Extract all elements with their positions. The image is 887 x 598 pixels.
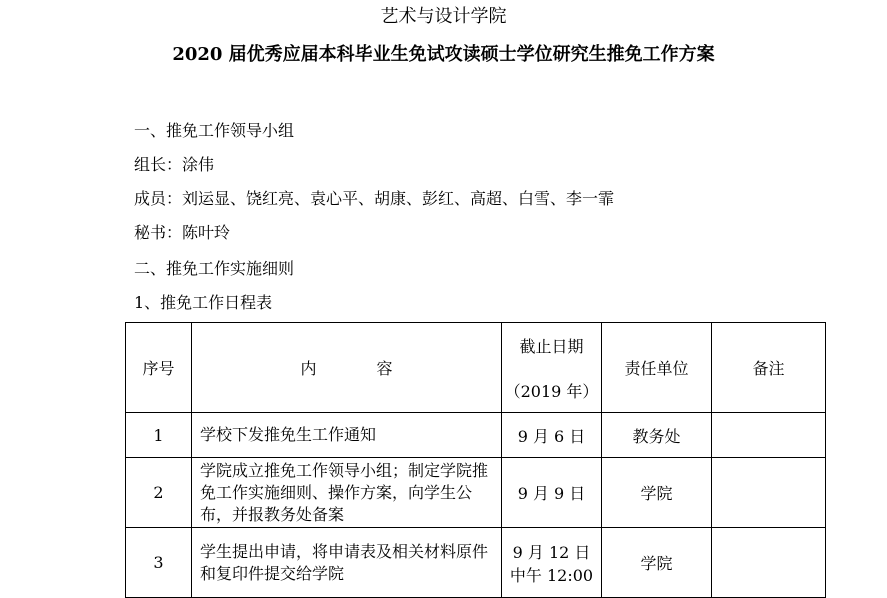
header-content-part-a: 内 — [300, 359, 317, 378]
row-date-time: 中午 12:00 — [509, 565, 594, 585]
row-unit: 学院 — [602, 528, 712, 598]
table-header-row — [126, 323, 826, 413]
table-row — [126, 458, 826, 528]
schedule-table — [125, 322, 826, 598]
row-unit: 学院 — [602, 458, 712, 528]
school-name: 艺术与设计学院 — [380, 6, 507, 27]
row-content: 学院成立推免工作领导小组；制定学院推免工作实施细则、操作方案，向学生公布，并报教务处备案 — [192, 458, 502, 528]
header-deadline — [502, 323, 602, 413]
secretary-line: 秘书：陈叶玲 — [134, 223, 231, 242]
row-date-day: 9 月 12 日 — [512, 542, 591, 562]
row-content: 学校下发推免生工作通知 — [192, 413, 502, 458]
header-remark: 备注 — [712, 323, 826, 413]
members-line: 成员：刘运显、饶红亮、袁心平、胡康、彭红、高超、白雪、李一霏 — [134, 189, 615, 208]
header-content-part-b: 容 — [376, 359, 393, 378]
row-date: 9 月 6 日 — [502, 413, 602, 458]
section-heading-rules: 二、推免工作实施细则 — [134, 259, 295, 278]
row-remark — [712, 413, 826, 458]
header-unit: 责任单位 — [602, 323, 712, 413]
header-deadline-year: （2019 年） — [504, 381, 599, 401]
row-date — [502, 528, 602, 598]
row-date: 9 月 9 日 — [502, 458, 602, 528]
document-title: 2020 届优秀应届本科毕业生免试攻读硕士学位研究生推免工作方案 — [172, 44, 715, 65]
row-remark — [712, 528, 826, 598]
row-content: 学生提出申请，将申请表及相关材料原件和复印件提交给学院 — [192, 528, 502, 598]
header-deadline-label: 截止日期 — [519, 336, 584, 356]
table-row — [126, 413, 826, 458]
table-row — [126, 528, 826, 598]
row-no: 1 — [126, 413, 192, 458]
row-no: 2 — [126, 458, 192, 528]
header-content — [192, 323, 502, 413]
row-remark — [712, 458, 826, 528]
header-no: 序号 — [126, 323, 192, 413]
leader-line: 组长：涂伟 — [134, 155, 215, 174]
subheading-schedule: 1、推免工作日程表 — [134, 293, 273, 312]
row-unit: 教务处 — [602, 413, 712, 458]
row-no: 3 — [126, 528, 192, 598]
section-heading-leadership: 一、推免工作领导小组 — [134, 121, 295, 140]
